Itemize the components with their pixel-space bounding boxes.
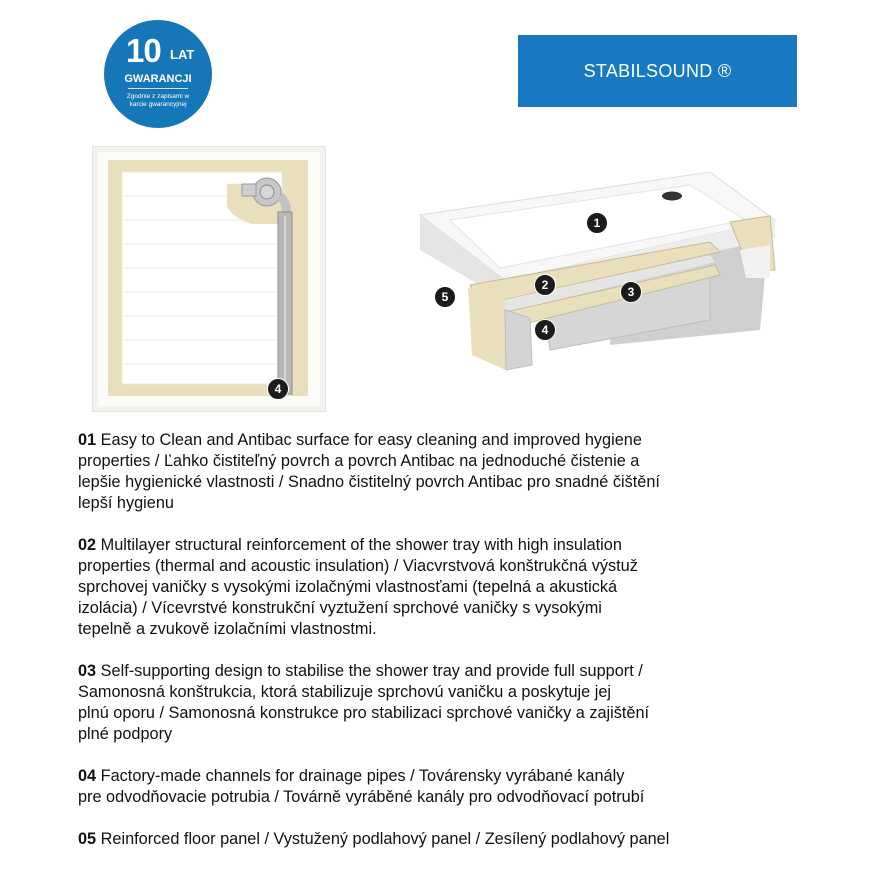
feature-text: Self-supporting design to stabilise the shower tray and provide full support / Samonosná konštrukcia, ktorá stabilizuje sprchovú vaničku a poskytuje jej plnú oporu / Samonosná konstrukce pro stabilizaci sprchové vaničky a zajištění plné podpory: [78, 662, 650, 743]
iso-marker-4: 4: [534, 319, 556, 341]
warranty-badge: [104, 20, 212, 128]
feature-text: Factory-made channels for drainage pipes / Továrensky vyrábané kanály pre odvodňovacie potrubia / Továrně vyráběné kanály pro odvodňovací potrubí: [78, 767, 645, 806]
tray-cross-section: [410, 160, 790, 380]
feature-item: [78, 829, 778, 850]
iso-marker-3: 3: [620, 281, 642, 303]
feature-number: 03: [78, 662, 97, 680]
feature-text: Reinforced floor panel / Vystužený podlahový panel / Zesílený podlahový panel: [100, 830, 670, 848]
feature-number: 04: [78, 767, 97, 785]
feature-text: Multilayer structural reinforcement of the shower tray with high insulation properties (thermal and acoustic insulation) / Viacvrstvová konštrukčná výstuž sprchovej vaničky s vysokými izolačnými vlastnosťami (tepelná a akustická izolácia) / Vícevrstvé konstrukční vyztužení sprchové vaničky s vysokými tepelně a zvukově izolačními vlastnostmi.: [78, 536, 638, 638]
feature-item: [78, 766, 778, 808]
feature-item: [78, 661, 778, 745]
warranty-years: 10: [126, 32, 161, 69]
iso-marker-5: 5: [434, 286, 456, 308]
feature-number: 05: [78, 830, 97, 848]
brand-label: STABILSOUND ®: [518, 35, 797, 107]
badge-divider: [128, 88, 188, 89]
top-view-marker: 4: [267, 378, 289, 400]
feature-list: [78, 430, 778, 871]
warranty-note: Zgodnie z zapisami w karcie gwarancyjnej: [126, 93, 190, 108]
iso-marker-2: 2: [534, 274, 556, 296]
tray-top-view-drawing: [92, 146, 326, 412]
feature-item: [78, 430, 778, 514]
feature-number: 01: [78, 431, 97, 449]
tray-top-view: [92, 146, 326, 412]
iso-marker-1: 1: [586, 212, 608, 234]
feature-number: 02: [78, 536, 97, 554]
warranty-label: GWARANCJI: [124, 73, 192, 85]
warranty-unit: LAT: [170, 47, 195, 62]
feature-text: Easy to Clean and Antibac surface for easy cleaning and improved hygiene properties / Ľahko čistiteľný povrch a povrch Antibac na jednoduché čistenie a lepšie hygienické vlastnosti / Snadno čistitelný povrch Antibac pro snadné čištění lepší hygienu: [78, 431, 660, 512]
feature-item: [78, 535, 778, 640]
tray-cross-section-drawing: [410, 160, 790, 380]
